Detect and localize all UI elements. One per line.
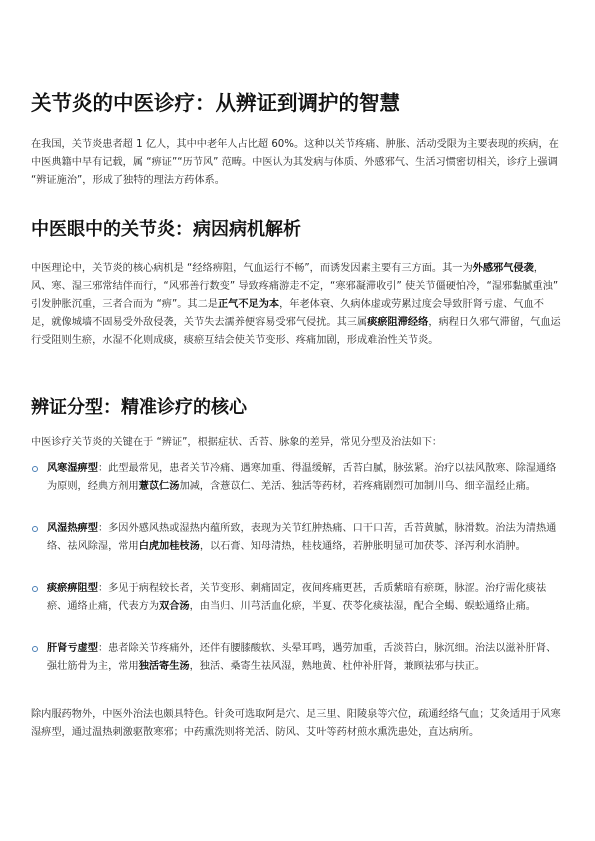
list-item (31, 640, 564, 694)
syndrome-text: ：多因外感风热或湿热内蕴所致，表现为关节红肿热痛、口干口苦，舌苔黄腻，脉滑数。治法为清热通络、祛风除湿，常用 (47, 523, 557, 552)
causes-text-1: 中医理论中，关节炎的核心病机是 “经络痹阻，气血运行不畅”，而诱发因素主要有三方面。其一为 (31, 263, 473, 274)
causes-text-3: ，年老体衰、久病体虚或劳累过度会导致肝肾亏虚、气血不足，就像城墙不固易受外敌侵袭，关节失去濡养便容易受邪气侵扰。其三属 (31, 299, 544, 328)
syndrome-text-cont: ，以石膏、知母清热，桂枝通络，若肿胀明显可加茯苓、泽泻利水消肿。 (199, 541, 526, 552)
syndrome-text-cont: ，由当归、川芎活血化瘀，半夏、茯苓化痰祛湿，配合全蝎、蜈蚣通络止痛。 (189, 601, 536, 612)
syndrome-name: 风寒湿痹型 (47, 463, 98, 474)
bullet-icon (32, 646, 38, 652)
bullet-icon (32, 526, 38, 532)
intro-paragraph: 在我国，关节炎患者超 1 亿人，其中中老年人占比超 60%。这种以关节疼痛、肿胀、活动受限为主要表现的疾病，在中医典籍中早有记载，属 “痹证”“历节风” 范畴。中医认为其发病与体质、外感邪气、生活习惯密切相关，诊疗上强调 “辨证施治”，形成了独特的理法方药体系。 (31, 139, 559, 186)
bullet-icon (32, 466, 38, 472)
list-item (31, 460, 564, 514)
syndromes-lead: 中医诊疗关节炎的关键在于 “辨证”，根据症状、舌苔、脉象的差异，常见分型及治法如下： (31, 437, 443, 448)
syndrome-formula: 白虎加桂枝汤 (138, 541, 200, 552)
list-item (31, 520, 564, 574)
section-heading-causes: 中医眼中的关节炎：病因病机解析 (31, 219, 301, 240)
list-item (31, 580, 564, 634)
section-heading-syndromes: 辨证分型：精准诊疗的核心 (31, 397, 247, 418)
syndrome-name: 痰瘀痹阻型 (47, 583, 98, 594)
syndrome-text: ：患者除关节疼痛外，还伴有腰膝酸软、头晕耳鸣，遇劳加重，舌淡苔白，脉沉细。治法以滋补肝肾、强壮筋骨为主，常用 (47, 643, 557, 672)
causes-paragraph (31, 260, 564, 350)
syndrome-text: ：多见于病程较长者，关节变形、刺痛固定，夜间疼痛更甚，舌质紫暗有瘀斑，脉涩。治疗需化痰祛瘀、通络止痛，代表方为 (47, 583, 547, 612)
syndrome-text-cont: ，独活、桑寄生祛风湿，熟地黄、杜仲补肝肾，兼顾祛邪与扶正。 (189, 661, 486, 672)
syndrome-text: ：此型最常见，患者关节冷痛、遇寒加重、得温缓解，舌苔白腻，脉弦紧。治疗以祛风散寒、除湿通络为原则，经典方剂用 (47, 463, 557, 492)
closing-paragraph: 除内服药物外，中医外治法也颇具特色。针灸可选取阿是穴、足三里、阳陵泉等穴位，疏通经络气血；艾灸适用于风寒湿痹型，通过温热刺激驱散寒邪；中药熏洗则将羌活、防风、艾叶等药材煎水熏洗患处，直达病所。 (31, 709, 561, 738)
syndrome-formula: 独活寄生汤 (138, 661, 190, 672)
syndrome-formula: 双合汤 (159, 601, 190, 612)
causes-text-2: ，风、寒、湿三邪常结伴而行，“风邪善行数变” 导致疼痛游走不定，“寒邪凝滞收引” 使关节僵硬怕冷，“湿邪黏腻重浊” 引发肿胀沉重，三者合而为 “痹”。其二是 (31, 263, 559, 310)
causes-highlight-deficiency: 正气不足为本 (217, 299, 280, 310)
syndrome-name: 肝肾亏虚型 (47, 643, 98, 654)
syndrome-type-list (31, 460, 564, 694)
syndrome-text-cont: 加减，含薏苡仁、羌活、独活等药材，若疼痛剧烈可加制川乌、细辛温经止痛。 (179, 481, 536, 492)
causes-text-4: ，病程日久邪气滞留，气血运行受阻则生瘀，水湿不化则成痰，痰瘀互结会使关节变形、疼痛加剧，形成难治性关节炎。 (31, 317, 561, 346)
causes-highlight-phlegm-stasis: 痰瘀阻滞经络 (367, 317, 429, 328)
causes-highlight-external-evil: 外感邪气侵袭 (472, 263, 534, 274)
bullet-icon (32, 586, 38, 592)
syndrome-name: 风湿热痹型 (47, 523, 98, 534)
syndrome-formula: 薏苡仁汤 (138, 481, 180, 492)
page-title: 关节炎的中医诊疗：从辨证到调护的智慧 (31, 91, 400, 115)
